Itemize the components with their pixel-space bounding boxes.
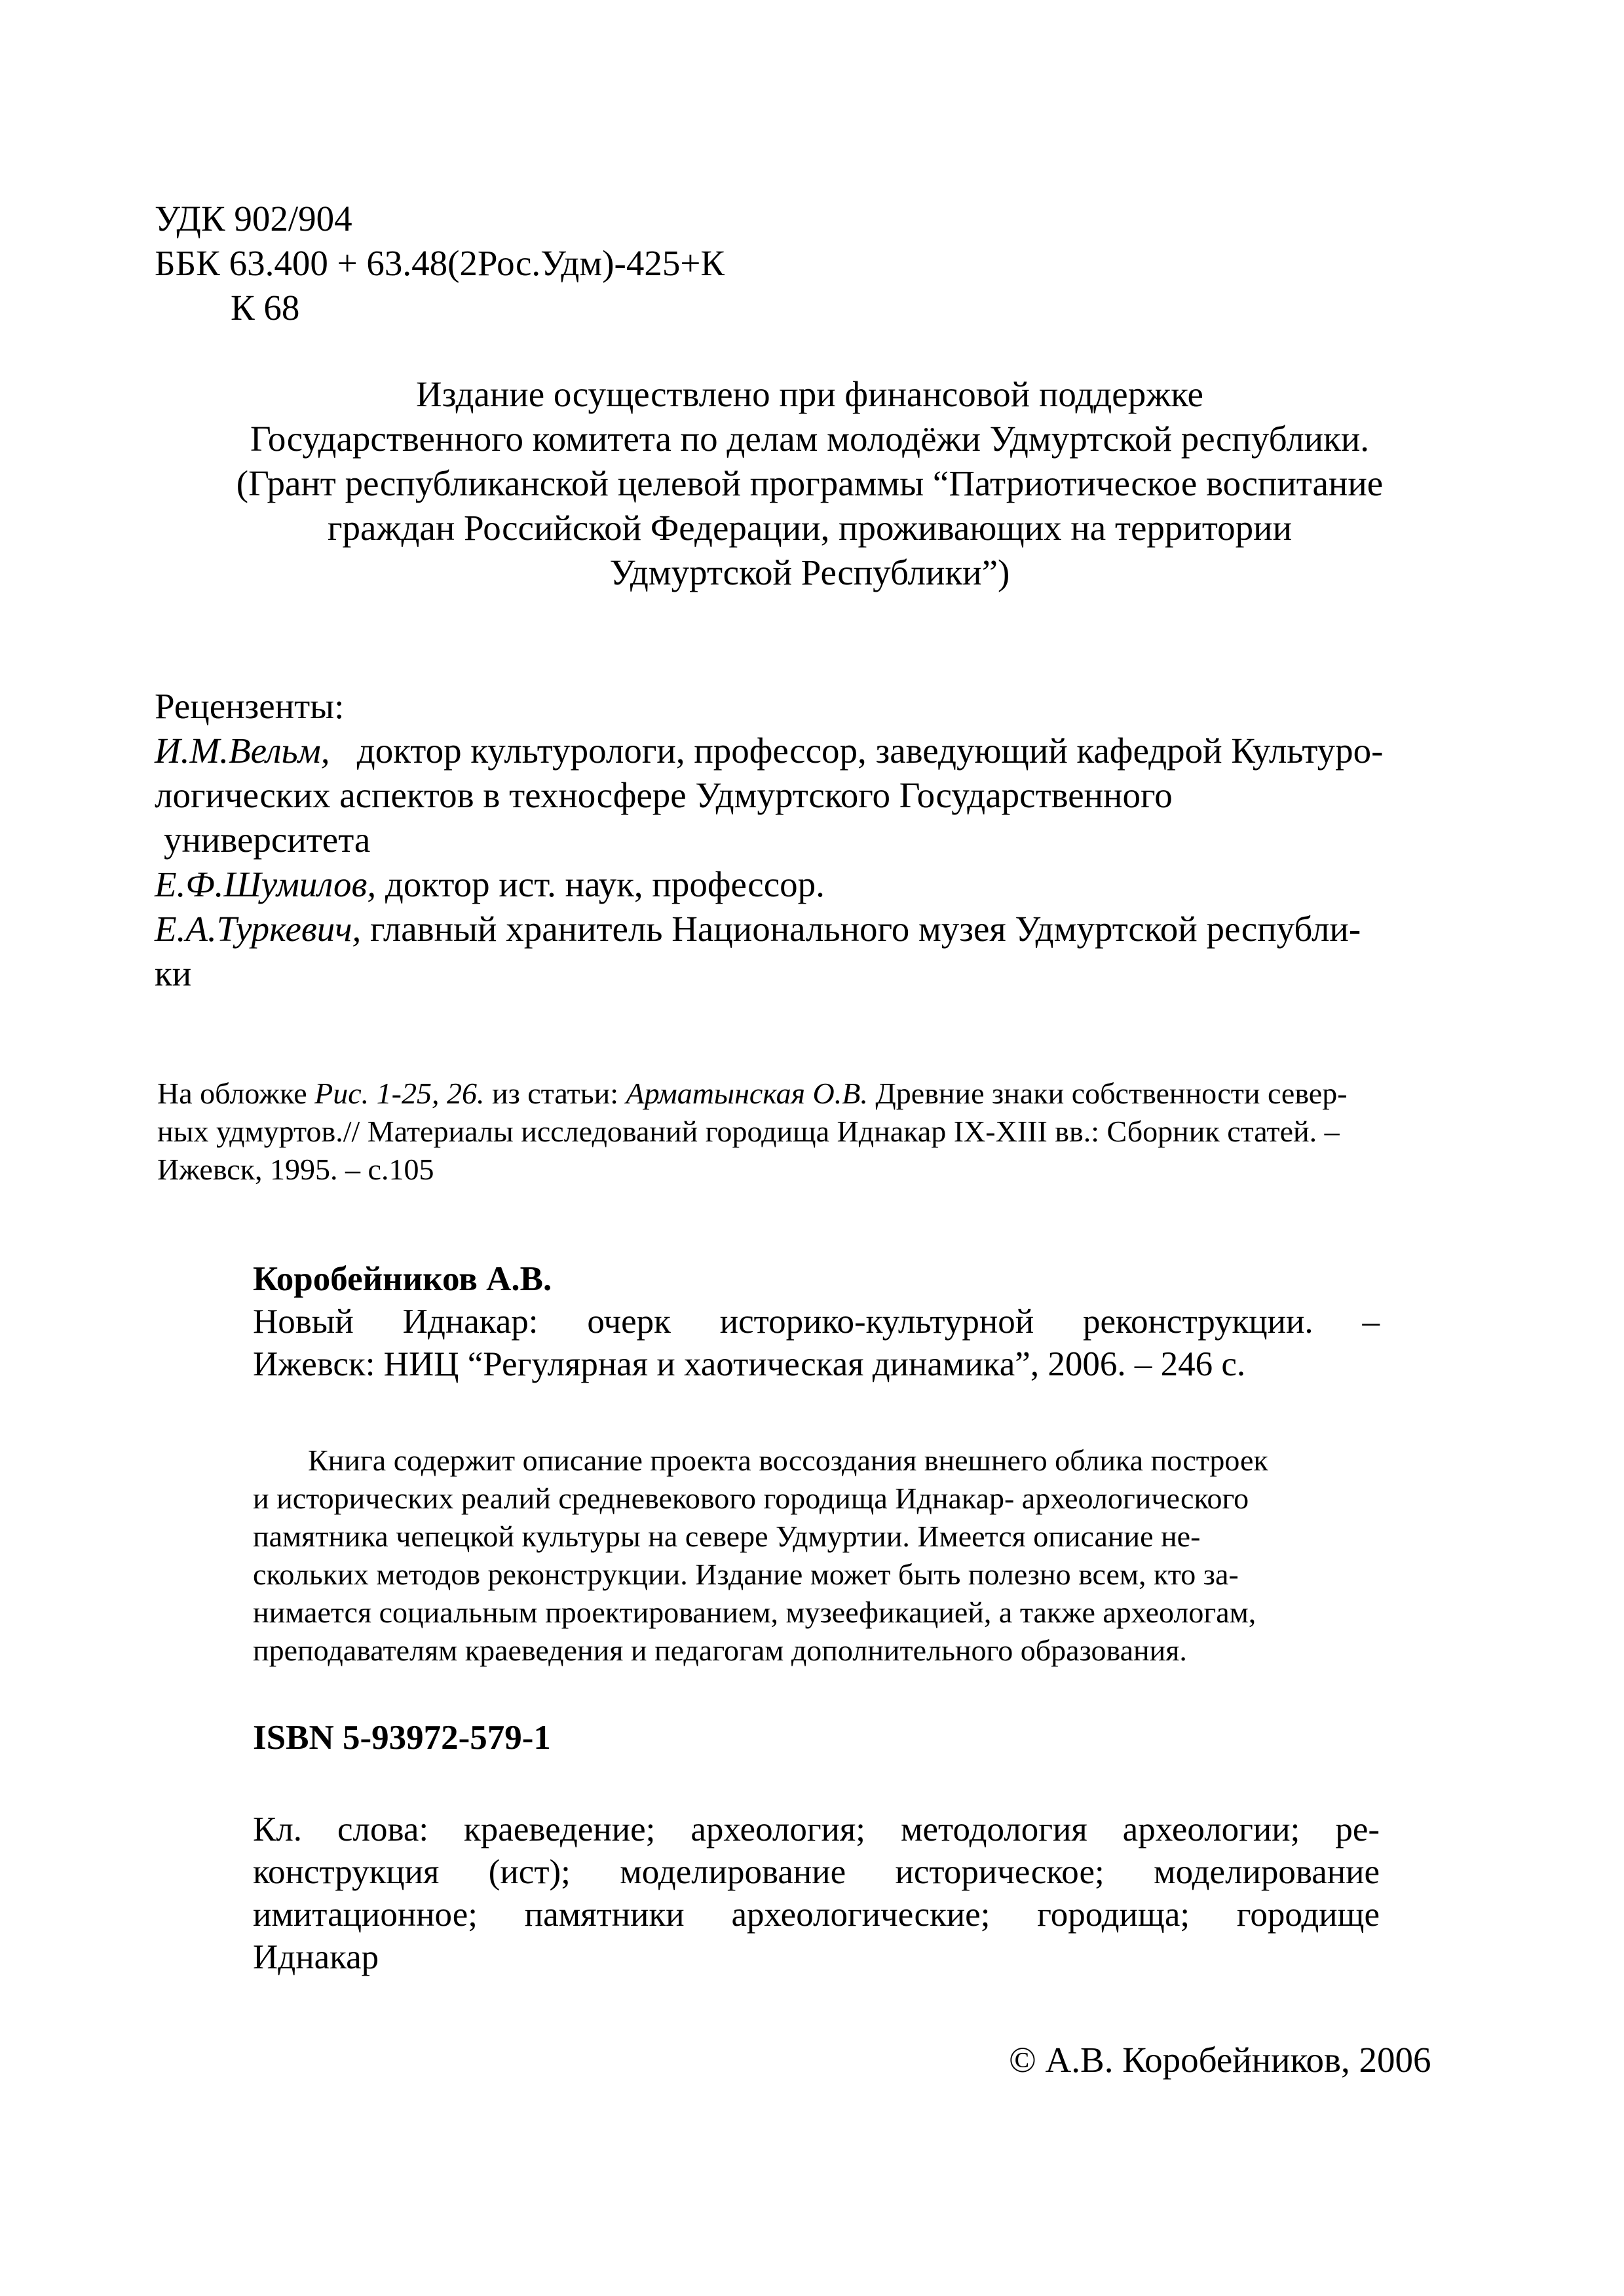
keywords-line-2: конструкция (ист); моделирование историческое; моделирование — [253, 1853, 1380, 1891]
funding-line: граждан Российской Федерации, проживающих на территории — [327, 508, 1293, 548]
abstract-line-1: Книга содержит описание проекта воссоздания внешнего облика построек — [308, 1444, 1268, 1477]
abstract-line-3: памятника чепецкой культуры на севере Удмуртии. Имеется описание не- — [253, 1520, 1201, 1553]
cover-note-figures: Рис. 1-25, 26. — [314, 1077, 485, 1110]
bibliography-author: Коробейников А.В. — [253, 1260, 552, 1298]
keywords-line-4: Иднакар — [253, 1938, 379, 1976]
reviewer-1-line-2: логических аспектов в техносфере Удмуртского Государственного — [155, 775, 1173, 815]
keywords-line-1: Кл. слова: краеведение; археология; методология археологии; ре- — [253, 1810, 1380, 1848]
reviewer-1-line-1 — [155, 729, 1465, 773]
funding-line: Издание осуществлено при финансовой поддержке — [416, 374, 1203, 414]
reviewer-1-text: доктор культурологи, профессор, заведующий кафедрой Культуро- — [356, 731, 1384, 771]
isbn: ISBN 5-93972-579-1 — [253, 1719, 551, 1757]
reviewers-heading: Рецензенты: — [155, 686, 345, 726]
reviewer-2 — [155, 862, 825, 907]
reviewer-1-name: И.М.Вельм, — [155, 731, 330, 771]
reviewer-3-line-2: ки — [155, 953, 192, 993]
reviewer-3-line-1 — [155, 907, 1361, 951]
cover-note-line-2: ных удмуртов.// Материалы исследований городища Иднакар IX-XIII вв.: Сборник статей. – — [157, 1115, 1340, 1148]
reviewer-2-name: Е.Ф.Шумилов, — [155, 864, 377, 904]
reviewer-3-text: главный хранитель Национального музея Удмуртской республи- — [370, 909, 1361, 949]
bibliography-line-1: Новый Иднакар: очерк историко-культурной реконструкции. – — [253, 1303, 1380, 1341]
funding-line: Удмуртской Республики”) — [609, 552, 1010, 592]
reviewer-1-line-3: университета — [164, 820, 371, 860]
author-mark: К 68 — [231, 288, 300, 328]
cover-note-title: Древние знаки собственности север- — [875, 1077, 1348, 1110]
funding-note — [155, 372, 1465, 595]
cover-note-prefix: На обложке — [157, 1077, 307, 1110]
reviewer-2-text: доктор ист. наук, профессор. — [385, 864, 825, 904]
bibliography-line-2: Ижевск: НИЦ “Регулярная и хаотическая динамика”, 2006. – 246 с. — [253, 1345, 1246, 1383]
abstract-line-6: преподавателям краеведения и педагогам дополнительного образования. — [253, 1634, 1187, 1667]
cover-note-from: из статьи: — [491, 1077, 619, 1110]
bbk-code: ББК 63.400 + 63.48(2Рос.Удм)-425+К — [155, 243, 725, 283]
funding-line: (Грант республиканской целевой программы “Патриотическое воспитание — [236, 463, 1384, 503]
udk-code: УДК 902/904 — [155, 199, 352, 239]
cover-note-author: Арматынская О.В. — [626, 1077, 868, 1110]
keywords-line-3: имитационное; памятники археологические; городища; городище — [253, 1896, 1380, 1934]
cover-note-line-1 — [157, 1075, 1348, 1113]
cover-note-line-3: Ижевск, 1995. – с.105 — [157, 1153, 434, 1186]
abstract-line-5: нимается социальным проектированием, музеефикацией, а также археологам, — [253, 1596, 1256, 1629]
funding-line: Государственного комитета по делам молодёжи Удмуртской республики. — [250, 419, 1370, 459]
abstract-line-2: и исторических реалий средневекового городища Иднакар- археологического — [253, 1482, 1249, 1515]
reviewer-3-name: Е.А.Туркевич, — [155, 909, 362, 949]
abstract-line-4: скольких методов реконструкции. Издание может быть полезно всем, кто за- — [253, 1558, 1239, 1591]
copyright: © А.В. Коробейников, 2006 — [1009, 2040, 1431, 2080]
